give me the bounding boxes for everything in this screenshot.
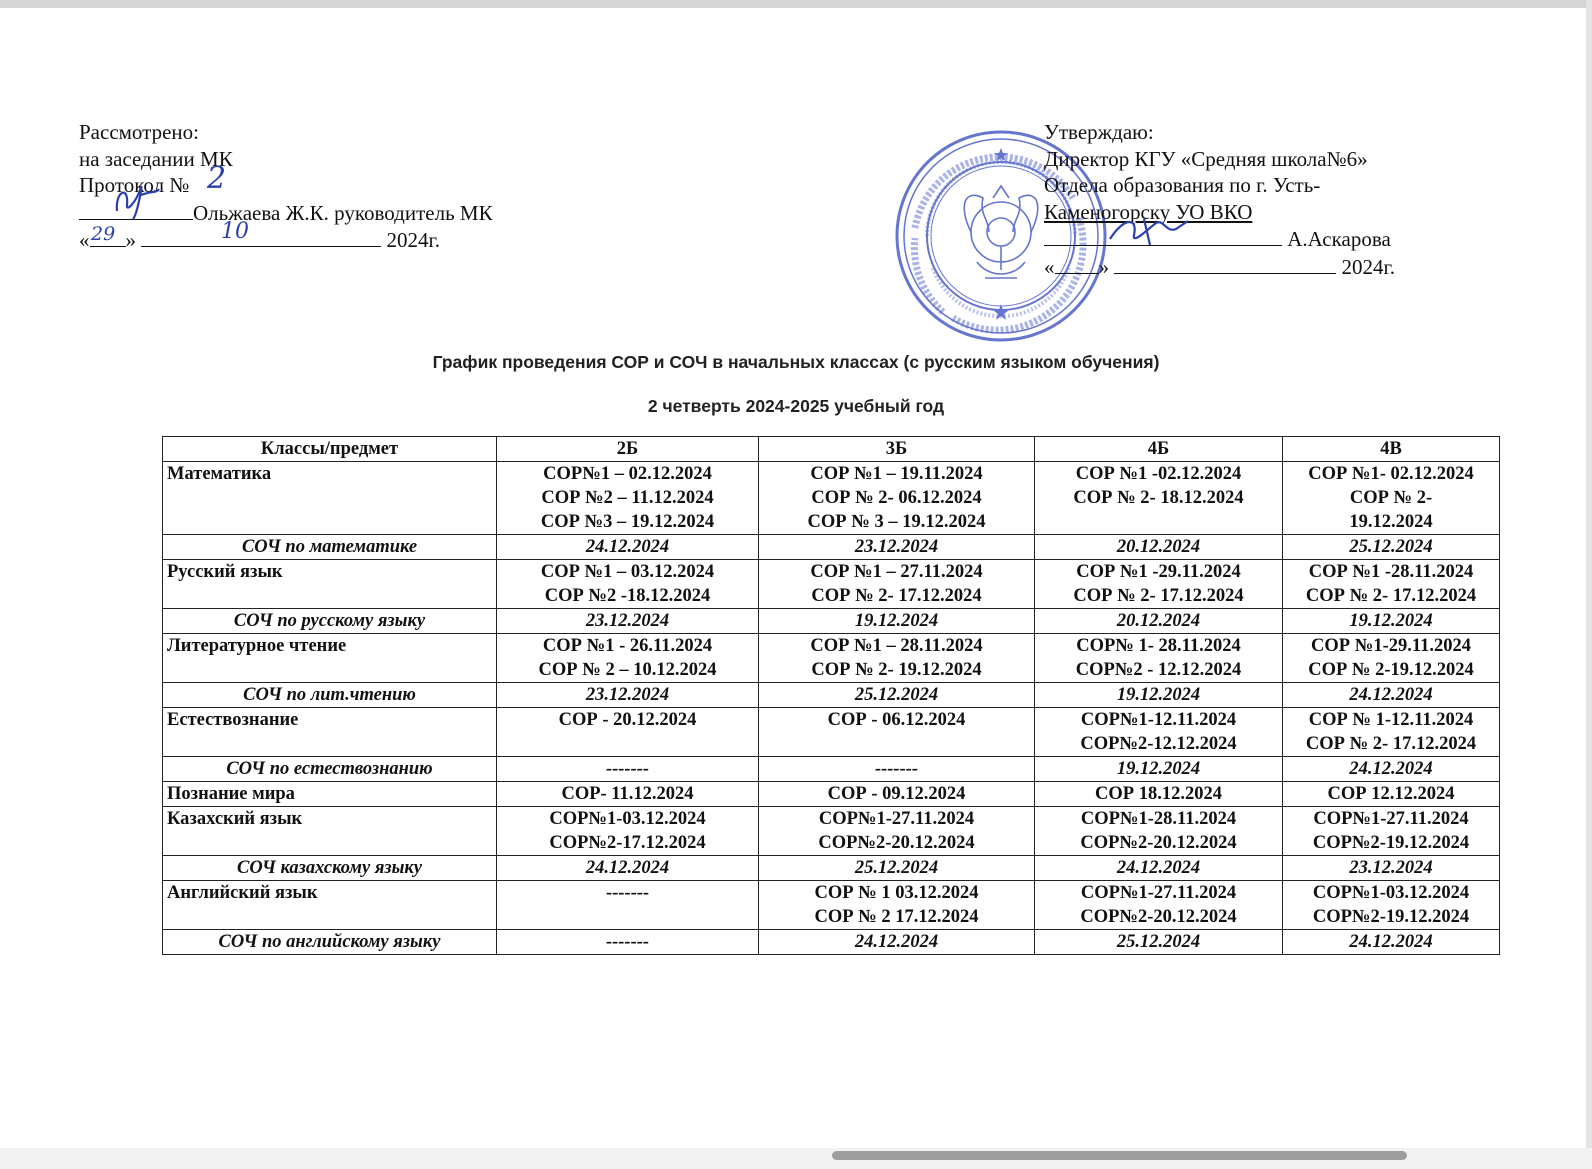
sor-date-line: СОР№2-20.12.2024: [1080, 907, 1237, 927]
sor-date-line: СОР№2-19.12.2024: [1312, 833, 1470, 853]
soch-date-cell: 23.12.2024: [497, 683, 759, 708]
sor-cell: [759, 782, 1035, 807]
soch-date-cell: 19.12.2024: [1035, 683, 1283, 708]
sor-date-line: СОР № 3 – 19.12.2024: [807, 512, 986, 532]
subject-label: Естествознание: [163, 708, 497, 757]
soch-row: [163, 930, 1500, 955]
soch-date-cell: 23.12.2024: [1283, 856, 1500, 881]
date-line: [79, 219, 493, 254]
subject-row: [163, 462, 1500, 535]
sor-date-line: СОР - 06.12.2024: [827, 710, 966, 730]
soch-date-cell: 24.12.2024: [1035, 856, 1283, 881]
subject-label: Познание мира: [163, 782, 497, 807]
sor-cell: [1283, 634, 1500, 683]
sor-date-line: СОР №1 – 28.11.2024: [810, 636, 983, 656]
year-label: 2024г.: [386, 228, 440, 252]
director-title-line2: Отдела образования по г. Усть-: [1044, 173, 1321, 197]
subject-row: [163, 560, 1500, 609]
soch-date-cell: 25.12.2024: [759, 856, 1035, 881]
sor-cell: [759, 560, 1035, 609]
sor-date-line: СОР № 2 – 10.12.2024: [538, 660, 717, 680]
sor-date-line: СОР №1-29.11.2024: [1311, 636, 1471, 656]
month-handwritten: 10: [221, 219, 249, 244]
sor-date-line: СОР №1- 02.12.2024: [1308, 464, 1474, 484]
sor-date-line: СОР №1 -29.11.2024: [1076, 562, 1241, 582]
sor-date-line: СОР№1-28.11.2024: [1080, 809, 1237, 829]
sor-date-line: СОР №1 – 27.11.2024: [810, 562, 983, 582]
soch-label: СОЧ по естествознанию: [163, 757, 497, 782]
sor-date-line: СОР№ 1- 28.11.2024: [1076, 636, 1241, 656]
sor-cell: [759, 708, 1035, 757]
sor-cell: [1283, 708, 1500, 757]
table-body: [163, 462, 1500, 955]
sor-date-line: СОР№1-27.11.2024: [1080, 883, 1237, 903]
header-class-4b: 4Б: [1035, 437, 1283, 462]
considered-label: Рассмотрено:: [79, 120, 199, 144]
soch-date-cell: 24.12.2024: [1283, 930, 1500, 955]
soch-date-cell: 19.12.2024: [1283, 609, 1500, 634]
sor-date-line: СОР№1-03.12.2024: [1312, 883, 1470, 903]
sor-date-line: СОР - 09.12.2024: [827, 784, 966, 804]
sor-cell: [759, 881, 1035, 930]
soch-date-cell: 19.12.2024: [1035, 757, 1283, 782]
sor-date-line: СОР № 1 03.12.2024: [814, 883, 979, 903]
sor-date-line: СОР 12.12.2024: [1327, 784, 1455, 804]
sor-date-line: СОР №1 -02.12.2024: [1075, 464, 1242, 484]
sor-date-line: СОР № 2-: [1349, 488, 1433, 508]
subject-row: [163, 634, 1500, 683]
page-subtitle: 2 четверть 2024-2025 учебный год: [647, 396, 945, 416]
soch-date-cell: 24.12.2024: [1283, 757, 1500, 782]
sor-cell: [497, 634, 759, 683]
sor-date-line: СОР № 2- 17.12.2024: [811, 586, 982, 606]
sor-cell: [759, 807, 1035, 856]
soch-date-cell: -------: [497, 930, 759, 955]
soch-row: [163, 856, 1500, 881]
sor-cell: [497, 708, 759, 757]
director-signature-icon: [1104, 211, 1194, 251]
sor-date-line: СОР № 1-12.11.2024: [1308, 710, 1474, 730]
sor-date-line: СОР № 2- 18.12.2024: [1073, 488, 1244, 508]
soch-label: СОЧ по математике: [163, 535, 497, 560]
soch-date-cell: 19.12.2024: [759, 609, 1035, 634]
soch-row: [163, 535, 1500, 560]
approve-label: Утверждаю:: [1044, 120, 1154, 144]
sor-date-line: 19.12.2024: [1349, 512, 1433, 532]
soch-row: [163, 683, 1500, 708]
sor-cell: [497, 782, 759, 807]
director-name: А.Аскарова: [1287, 227, 1391, 251]
sor-date-line: СОР№2 - 12.12.2024: [1075, 660, 1242, 680]
director-year: 2024г.: [1341, 254, 1395, 279]
soch-date-cell: -------: [759, 757, 1035, 782]
sor-cell: [497, 462, 759, 535]
sor-date-line: СОР 18.12.2024: [1095, 784, 1222, 804]
sor-cell: [497, 560, 759, 609]
sor-date-line: СОР № 2- 17.12.2024: [1305, 734, 1477, 754]
sor-date-line: СОР №3 – 19.12.2024: [540, 512, 715, 532]
sor-cell: [1035, 807, 1283, 856]
sor-date-line: СОР № 2 17.12.2024: [814, 907, 979, 927]
sor-date-line: СОР№1-03.12.2024: [549, 809, 706, 829]
subject-row: [163, 881, 1500, 930]
head-name: Ольжаева Ж.К. руководитель МК: [193, 200, 493, 225]
sor-date-line: СОР№2-20.12.2024: [1080, 833, 1237, 853]
sor-date-line: СОР № 2- 06.12.2024: [811, 488, 982, 508]
soch-date-cell: 25.12.2024: [1035, 930, 1283, 955]
sor-date-line: СОР№2-17.12.2024: [549, 833, 706, 853]
director-date-line: [1044, 253, 1395, 281]
soch-date-cell: 25.12.2024: [1283, 535, 1500, 560]
sor-date-line: СОР№1 – 02.12.2024: [543, 464, 712, 484]
soch-label: СОЧ по русскому языку: [163, 609, 497, 634]
head-signature-line: [79, 199, 493, 227]
schedule-table: [162, 436, 1500, 955]
sor-cell: [1283, 807, 1500, 856]
month-blank: [141, 226, 381, 247]
sor-date-line: СОР№1-27.11.2024: [1313, 809, 1469, 829]
soch-date-cell: 24.12.2024: [497, 535, 759, 560]
subject-label: Казахский язык: [163, 807, 497, 856]
date-close-quote: »: [125, 228, 136, 252]
sor-date-line: СОР №1 – 03.12.2024: [540, 562, 715, 582]
soch-label: СОЧ казахскому языку: [163, 856, 497, 881]
soch-date-cell: 20.12.2024: [1035, 535, 1283, 560]
sor-date-line: СОР№1-12.11.2024: [1080, 710, 1237, 730]
sor-date-line: СОР №1 – 19.11.2024: [810, 464, 983, 484]
sor-date-line: СОР № 2- 17.12.2024: [1305, 586, 1477, 606]
sor-cell: [1035, 782, 1283, 807]
director-date-open: «: [1044, 254, 1055, 279]
sor-date-line: СОР № 2- 17.12.2024: [1073, 586, 1244, 606]
subject-row: [163, 782, 1500, 807]
subject-label: Литературное чтение: [163, 634, 497, 683]
sor-cell: [1035, 708, 1283, 757]
sor-cell: [1035, 881, 1283, 930]
sor-cell: [1283, 881, 1500, 930]
soch-date-cell: 24.12.2024: [497, 856, 759, 881]
page-right-edge: [1586, 0, 1592, 1169]
sor-date-line: СОР №2 -18.12.2024: [544, 586, 711, 606]
sor-date-line: СОР №2 – 11.12.2024: [541, 488, 714, 508]
header-class-2b: 2Б: [497, 437, 759, 462]
subject-label: Английский язык: [163, 881, 497, 930]
soch-date-cell: 20.12.2024: [1035, 609, 1283, 634]
sor-cell: [497, 881, 759, 930]
soch-date-cell: 23.12.2024: [497, 609, 759, 634]
sor-date-line: СОР№2-19.12.2024: [1312, 907, 1470, 927]
director-date-close: »: [1098, 254, 1109, 279]
right-approval-block: [1044, 119, 1395, 280]
director-signature-line: [1044, 225, 1395, 253]
header-classes-subject: Классы/предмет: [163, 437, 497, 462]
sor-date-line: СОР№2-12.12.2024: [1080, 734, 1237, 754]
sor-cell: [1283, 782, 1500, 807]
sor-cell: [1283, 560, 1500, 609]
sor-date-line: СОР №1 -28.11.2024: [1308, 562, 1474, 582]
sor-cell: [759, 462, 1035, 535]
soch-date-cell: 23.12.2024: [759, 535, 1035, 560]
soch-label: СОЧ по лит.чтению: [163, 683, 497, 708]
sor-cell: [759, 634, 1035, 683]
soch-date-cell: 24.12.2024: [759, 930, 1035, 955]
header-class-3b: 3Б: [759, 437, 1035, 462]
protocol-label: Протокол №: [79, 173, 190, 197]
sor-date-line: -------: [605, 883, 650, 903]
soch-date-cell: -------: [497, 757, 759, 782]
sor-date-line: СОР №1 - 26.11.2024: [542, 636, 713, 656]
window-top-edge: [0, 0, 1592, 8]
horizontal-scrollbar[interactable]: [832, 1151, 1407, 1160]
subject-row: [163, 807, 1500, 856]
sor-date-line: СОР№1-27.11.2024: [818, 809, 975, 829]
table-header-row: [163, 437, 1500, 462]
soch-date-cell: 24.12.2024: [1283, 683, 1500, 708]
subject-row: [163, 708, 1500, 757]
sor-date-line: СОР № 2-19.12.2024: [1308, 660, 1474, 680]
soch-label: СОЧ по английскому языку: [163, 930, 497, 955]
sor-cell: [1035, 634, 1283, 683]
soch-row: [163, 757, 1500, 782]
header-class-4v: 4В: [1283, 437, 1500, 462]
page-title: График проведения СОР и СОЧ в начальных классах (с русским языком обучения): [432, 352, 1160, 372]
subject-label: Русский язык: [163, 560, 497, 609]
sor-cell: [1035, 560, 1283, 609]
protocol-number-handwritten: 2: [207, 161, 227, 196]
meeting-label: на заседании МК: [79, 146, 233, 171]
director-day-blank: [1055, 253, 1099, 274]
soch-row: [163, 609, 1500, 634]
director-title-line1: Директор КГУ «Средняя школа№6»: [1044, 146, 1368, 171]
sor-cell: [1035, 462, 1283, 535]
sor-cell: [1283, 462, 1500, 535]
left-approval-block: [79, 119, 493, 254]
soch-date-cell: 25.12.2024: [759, 683, 1035, 708]
date-open-quote: «: [79, 228, 90, 252]
subject-label: Математика: [163, 462, 497, 535]
sor-date-line: СОР - 20.12.2024: [558, 710, 697, 730]
sor-cell: [497, 807, 759, 856]
sor-date-line: СОР№2-20.12.2024: [818, 833, 975, 853]
head-signature-icon: [107, 181, 167, 221]
sor-date-line: СОР- 11.12.2024: [561, 784, 694, 804]
sor-date-line: СОР № 2- 19.12.2024: [811, 660, 982, 680]
director-title-line3: Каменогорску УО ВКО: [1044, 199, 1253, 224]
day-handwritten: 29: [91, 223, 116, 245]
director-month-blank: [1114, 253, 1336, 274]
